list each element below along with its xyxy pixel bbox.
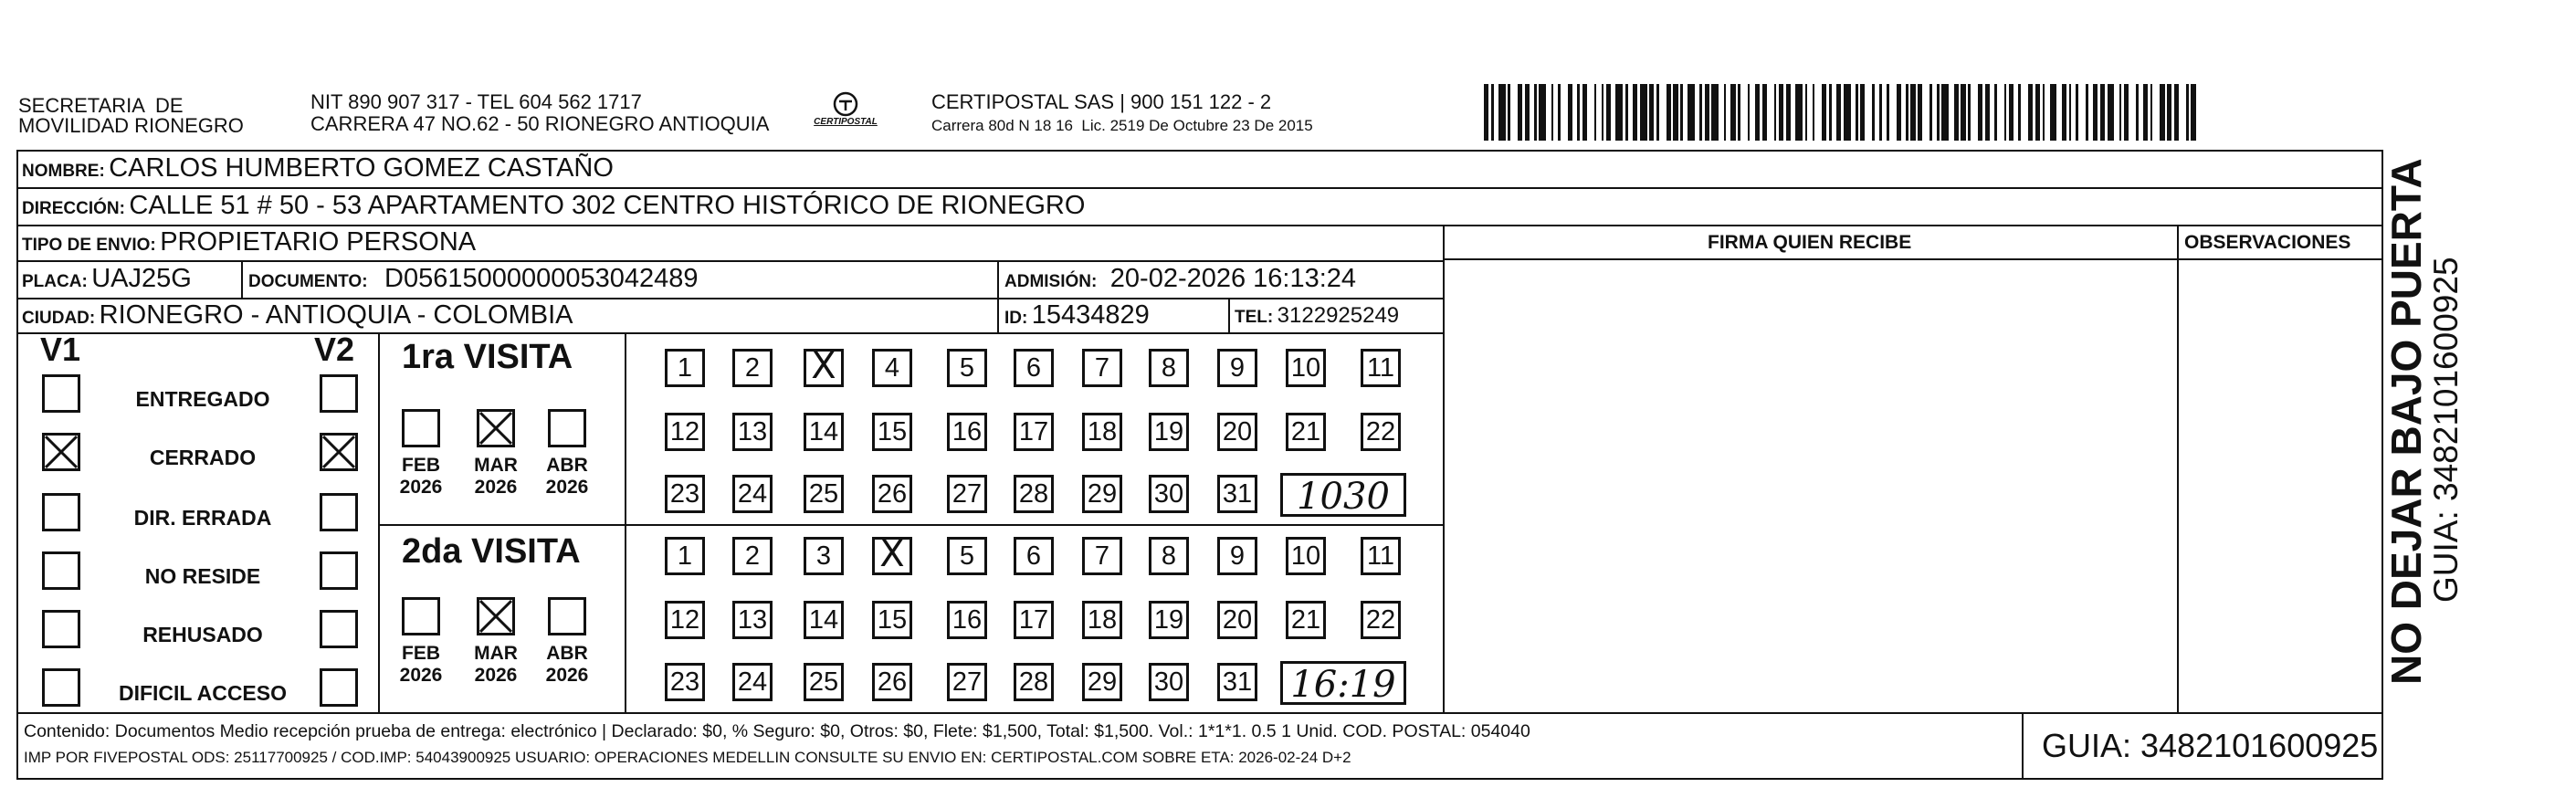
month-name: FEB <box>402 643 440 664</box>
barcode-bar <box>1767 84 1774 141</box>
placa-value: UAJ25G <box>91 264 192 293</box>
day-box-10[interactable]: 10 <box>1286 349 1326 387</box>
month-name: MAR <box>474 455 518 476</box>
day-box-15[interactable]: 15 <box>872 413 912 451</box>
day-box-23[interactable]: 23 <box>665 475 705 513</box>
ciudad-field <box>22 300 573 331</box>
barcode-bar <box>1922 84 1929 141</box>
certipostal-logo <box>804 89 888 144</box>
month-name: ABR <box>546 455 588 476</box>
day-box-27[interactable]: 27 <box>947 475 987 513</box>
sender-name-line1: SECRETARIA DE <box>18 94 184 117</box>
day-box-17[interactable]: 17 <box>1014 601 1054 639</box>
v2-checkbox-dir-errada[interactable] <box>320 493 358 531</box>
tipo-envio-field <box>22 227 476 257</box>
month-year: 2026 <box>399 665 443 686</box>
barcode-bar <box>1711 84 1719 141</box>
footer-content-line: Contenido: Documentos Medio recepción prueba de entrega: electrónico | Declarado: $0, % Seguro: $0, Otros: $0, Flete: $1,500, Total: $1,500. Vol.: 1*1*1. 0.5 1 Unid. COD. POSTAL: 054040 <box>24 721 1530 741</box>
documento-value: D05615000000053042489 <box>384 264 699 293</box>
day-box-28[interactable]: 28 <box>1014 475 1054 513</box>
barcode-bar <box>1510 84 1518 141</box>
day-box-2[interactable]: 2 <box>732 349 773 387</box>
sender-name-line2: MOVILIDAD RIONEGRO <box>18 114 244 137</box>
day-box-3[interactable]: 3 <box>804 537 844 575</box>
barcode-bar <box>1688 84 1695 141</box>
month-label <box>540 643 594 687</box>
month-checkbox-mar[interactable] <box>477 597 515 635</box>
month-checkbox-feb[interactable] <box>402 409 440 447</box>
barcode-bar <box>1498 84 1506 141</box>
v1-checkbox-cerrado[interactable] <box>42 433 80 471</box>
barcode-bar <box>1587 84 1594 141</box>
barcode-bar <box>2108 84 2115 141</box>
month-year: 2026 <box>474 477 518 498</box>
v2-checkbox-cerrado[interactable] <box>320 433 358 471</box>
day-box-12[interactable]: 12 <box>665 601 705 639</box>
day-box-18[interactable]: 18 <box>1082 413 1122 451</box>
day-box-21[interactable]: 21 <box>1286 601 1326 639</box>
ciudad-label: CIUDAD: <box>22 309 96 328</box>
barcode-bar <box>1740 84 1748 141</box>
day-box-6[interactable]: 6 <box>1014 349 1054 387</box>
day-box-7[interactable]: 7 <box>1082 349 1122 387</box>
day-box-5[interactable]: 5 <box>947 349 987 387</box>
day-box-25[interactable]: 25 <box>804 663 844 701</box>
barcode-bar <box>1997 84 2004 141</box>
barcode-bar <box>1615 84 1623 141</box>
placa-label: PLACA: <box>22 272 88 291</box>
day-box-4[interactable] <box>872 537 912 575</box>
barcode-bar <box>1865 84 1872 141</box>
barcode-bar <box>1640 84 1647 141</box>
observaciones-label: OBSERVACIONES <box>2184 232 2351 253</box>
v1-label: V1 <box>40 331 81 368</box>
barcode-bar <box>2179 84 2186 141</box>
v1-checkbox-dificil-acceso[interactable] <box>42 668 80 707</box>
day-box-31[interactable]: 31 <box>1217 475 1257 513</box>
nombre-field <box>22 153 614 184</box>
month-year: 2026 <box>474 665 518 686</box>
barcode-bar <box>2196 84 2201 141</box>
side-guia: GUIA: 3482101600925 <box>2427 257 2465 603</box>
day-box-9[interactable]: 9 <box>1217 349 1257 387</box>
day-box-14[interactable]: 14 <box>804 601 844 639</box>
nombre-value: CARLOS HUMBERTO GOMEZ CASTAÑO <box>109 153 614 183</box>
visit1-time: 1030 <box>1280 473 1406 517</box>
day-box-28[interactable]: 28 <box>1014 663 1054 701</box>
status-label: REHUSADO <box>142 623 263 646</box>
visit2-time: 16:19 <box>1280 661 1406 705</box>
v1-checkbox-dir-errada[interactable] <box>42 493 80 531</box>
day-box-3[interactable] <box>804 349 844 387</box>
v2-checkbox-dificil-acceso[interactable] <box>320 668 358 707</box>
barcode-bar <box>2078 84 2086 141</box>
nit-line1: NIT 890 907 317 - TEL 604 562 1717 <box>310 90 642 113</box>
ciudad-value: RIONEGRO - ANTIOQUIA - COLOMBIA <box>99 300 573 330</box>
v1-checkbox-no-reside[interactable] <box>42 551 80 590</box>
direccion-label: DIRECCIÓN: <box>22 199 125 218</box>
status-label: ENTREGADO <box>135 387 270 411</box>
day-box-8[interactable]: 8 <box>1149 537 1189 575</box>
barcode-bar <box>1659 84 1667 141</box>
visit1-title: 1ra VISITA <box>402 338 573 376</box>
day-box-16[interactable]: 16 <box>947 413 987 451</box>
direccion-field <box>22 191 1085 221</box>
barcode <box>1484 84 2201 141</box>
day-box-11[interactable]: 11 <box>1361 537 1401 575</box>
barcode-bar <box>2152 84 2160 141</box>
tipo-envio-label: TIPO DE ENVIO: <box>22 236 156 255</box>
day-box-21[interactable]: 21 <box>1286 413 1326 451</box>
barcode-bar <box>2021 84 2028 141</box>
month-label <box>468 455 523 499</box>
nombre-label: NOMBRE: <box>22 162 105 181</box>
v2-label: V2 <box>314 331 355 368</box>
status-label: DIR. ERRADA <box>133 506 272 530</box>
tel-value: 3122925249 <box>1277 303 1400 328</box>
month-year: 2026 <box>545 665 589 686</box>
day-box-22[interactable]: 22 <box>1361 413 1401 451</box>
month-checkbox-mar[interactable] <box>477 409 515 447</box>
day-box-10[interactable]: 10 <box>1286 537 1326 575</box>
v1-checkbox-rehusado[interactable] <box>42 610 80 648</box>
day-box-25[interactable]: 25 <box>804 475 844 513</box>
day-box-11[interactable]: 11 <box>1361 349 1401 387</box>
month-checkbox-abr[interactable] <box>548 409 586 447</box>
id-value: 15434829 <box>1031 300 1150 330</box>
day-box-29[interactable]: 29 <box>1082 663 1122 701</box>
logo-text: CERTIPOSTAL <box>814 117 878 127</box>
month-checkbox-feb[interactable] <box>402 597 440 635</box>
day-box-18[interactable]: 18 <box>1082 601 1122 639</box>
day-box-20[interactable]: 20 <box>1217 413 1257 451</box>
barcode-bar <box>1539 84 1546 141</box>
day-box-19[interactable]: 19 <box>1149 601 1189 639</box>
barcode-bar <box>1561 84 1568 141</box>
day-box-27[interactable]: 27 <box>947 663 987 701</box>
day-box-20[interactable]: 20 <box>1217 601 1257 639</box>
barcode-bar <box>1889 84 1897 141</box>
day-box-5[interactable]: 5 <box>947 537 987 575</box>
day-box-7[interactable]: 7 <box>1082 537 1122 575</box>
day-box-15[interactable]: 15 <box>872 601 912 639</box>
v2-checkbox-entregado[interactable] <box>320 374 358 413</box>
month-label <box>394 643 448 687</box>
day-box-24[interactable]: 24 <box>732 663 773 701</box>
day-box-2[interactable]: 2 <box>732 537 773 575</box>
day-box-17[interactable]: 17 <box>1014 413 1054 451</box>
admision-label: ADMISIÓN: <box>1004 272 1098 291</box>
day-box-22[interactable]: 22 <box>1361 601 1401 639</box>
day-box-30[interactable]: 30 <box>1149 475 1189 513</box>
barcode-bar <box>1971 84 1978 141</box>
day-box-6[interactable]: 6 <box>1014 537 1054 575</box>
tel-field <box>1235 303 1399 329</box>
month-name: MAR <box>474 643 518 664</box>
month-name: FEB <box>402 455 440 476</box>
admision-value: 20-02-2026 16:13:24 <box>1109 264 1357 293</box>
footer-print-line: IMP POR FIVEPOSTAL ODS: 25117700925 / COD.IMP: 54043900925 USUARIO: OPERACIONES MEDELLIN CONSULTE SU ENVIO EN: CERTIPOSTAL.COM SOBRE ETA: 2026-02-24 D+2 <box>24 749 1351 766</box>
day-box-9[interactable]: 9 <box>1217 537 1257 575</box>
status-label: NO RESIDE <box>144 564 261 588</box>
barcode-bar <box>1941 84 1949 141</box>
month-year: 2026 <box>545 477 589 498</box>
day-box-16[interactable]: 16 <box>947 601 987 639</box>
day-box-30[interactable]: 30 <box>1149 663 1189 701</box>
month-label <box>468 643 523 687</box>
day-box-13[interactable]: 13 <box>732 413 773 451</box>
status-label: CERRADO <box>149 446 257 469</box>
v2-checkbox-no-reside[interactable] <box>320 551 358 590</box>
day-box-26[interactable]: 26 <box>872 663 912 701</box>
visit2-title: 2da VISITA <box>402 532 581 571</box>
barcode-bar <box>2050 84 2057 141</box>
month-checkbox-abr[interactable] <box>548 597 586 635</box>
footer-guia: GUIA: 3482101600925 <box>2042 727 2379 764</box>
v1-checkbox-entregado[interactable] <box>42 374 80 413</box>
barcode-bar <box>2129 84 2136 141</box>
courier-line1: CERTIPOSTAL SAS | 900 151 122 - 2 <box>931 90 1272 113</box>
placa-field <box>22 264 192 294</box>
status-label: DIFICIL ACCESO <box>118 681 287 705</box>
side-warning: NO DEJAR BAJO PUERTA <box>2382 158 2430 685</box>
admision-field <box>1004 264 1356 294</box>
day-box-29[interactable]: 29 <box>1082 475 1122 513</box>
id-field <box>1004 300 1150 331</box>
day-box-1[interactable]: 1 <box>665 349 705 387</box>
day-box-31[interactable]: 31 <box>1217 663 1257 701</box>
courier-line2: Carrera 80d N 18 16 Lic. 2519 De Octubre 23 De 2015 <box>931 117 1313 134</box>
barcode-bar <box>1814 84 1822 141</box>
day-box-24[interactable]: 24 <box>732 475 773 513</box>
documento-label: DOCUMENTO: <box>248 272 368 291</box>
v2-checkbox-rehusado[interactable] <box>320 610 358 648</box>
direccion-value: CALLE 51 # 50 - 53 APARTAMENTO 302 CENTRO HISTÓRICO DE RIONEGRO <box>129 191 1086 220</box>
day-box-1[interactable]: 1 <box>665 537 705 575</box>
month-label <box>394 455 448 499</box>
barcode-bar <box>1795 84 1803 141</box>
barcode-bar <box>1844 84 1851 141</box>
firma-label: FIRMA QUIEN RECIBE <box>1708 232 1912 253</box>
day-box-12[interactable]: 12 <box>665 413 705 451</box>
day-box-4[interactable]: 4 <box>872 349 912 387</box>
day-box-23[interactable]: 23 <box>665 663 705 701</box>
day-box-19[interactable]: 19 <box>1149 413 1189 451</box>
day-box-14[interactable]: 14 <box>804 413 844 451</box>
day-box-26[interactable]: 26 <box>872 475 912 513</box>
month-name: ABR <box>546 643 588 664</box>
day-box-8[interactable]: 8 <box>1149 349 1189 387</box>
nit-line2: CARRERA 47 NO.62 - 50 RIONEGRO ANTIOQUIA <box>310 112 770 135</box>
id-label: ID: <box>1004 309 1028 328</box>
month-label <box>540 455 594 499</box>
tipo-envio-value: PROPIETARIO PERSONA <box>160 227 477 257</box>
month-year: 2026 <box>399 477 443 498</box>
tel-label: TEL: <box>1235 308 1274 327</box>
day-box-13[interactable]: 13 <box>732 601 773 639</box>
documento-field <box>248 264 699 294</box>
